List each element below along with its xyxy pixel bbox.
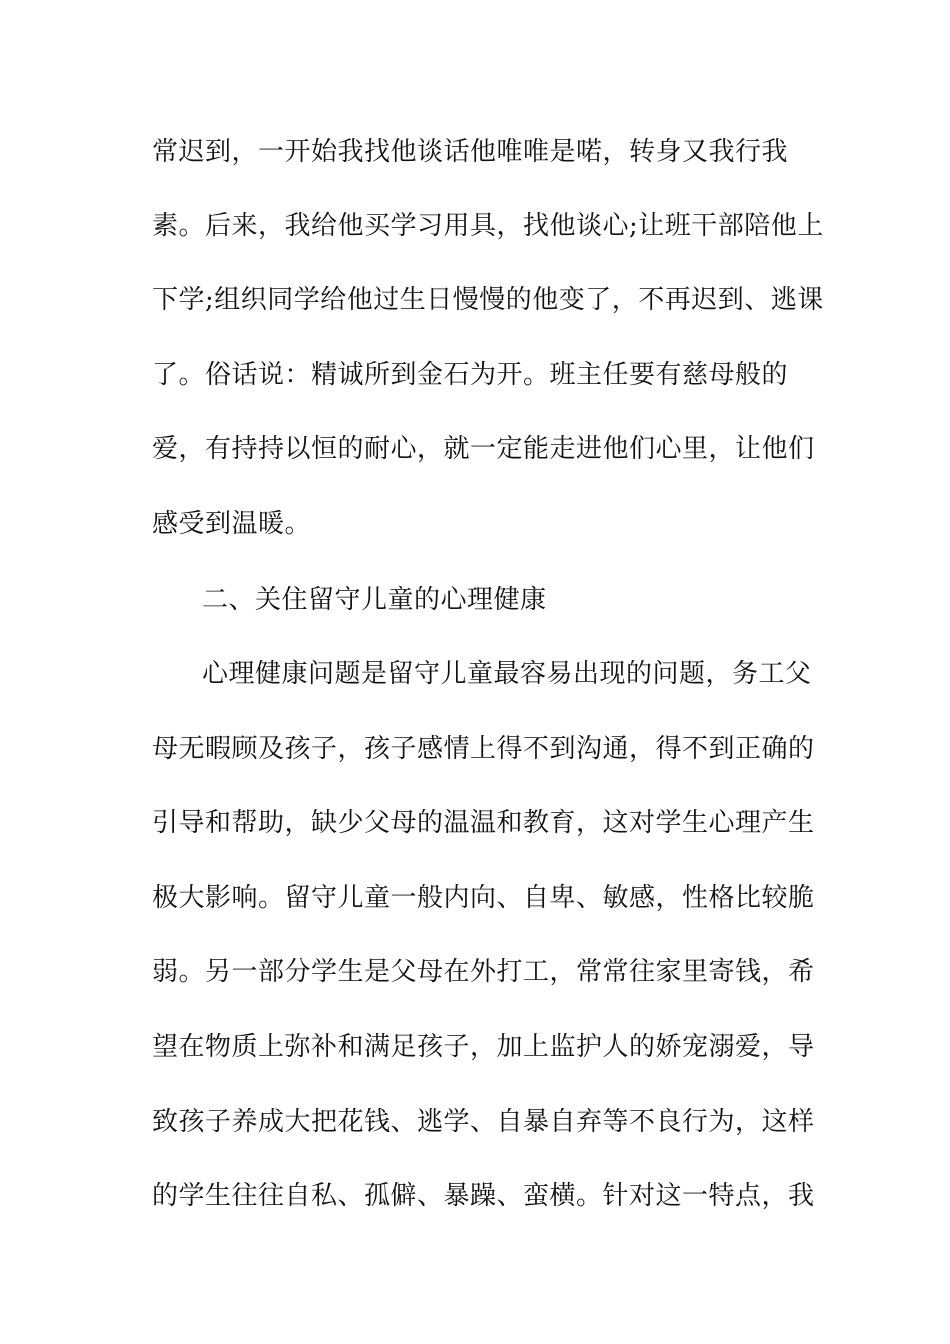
paragraph-line: 极大影响。留守儿童一般内向、自卑、敏感，性格比较脆 (152, 883, 815, 913)
paragraph-line: 常迟到，一开始我找他谈话他唯唯是喏，转身又我行我 (152, 137, 789, 167)
paragraph-line: 感受到温暖。 (152, 509, 312, 539)
paragraph-line: 下学;组织同学给他过生日慢慢的他变了，不再迟到、逃课 (152, 285, 824, 315)
paragraph-line: 心理健康问题是留守儿童最容易出现的问题，务工父 (202, 659, 812, 689)
section-heading: 二、关住留守儿童的心理健康 (202, 585, 547, 615)
paragraph-line: 的学生往往自私、孤僻、暴躁、蛮横。针对这一特点，我 (152, 1181, 815, 1211)
paragraph-line: 引导和帮助，缺少父母的温温和教育，这对学生心理产生 (152, 808, 815, 838)
paragraph-line: 了。俗话说：精诚所到金石为开。班主任要有慈母般的 (152, 360, 789, 390)
paragraph-line: 致孩子养成大把花钱、逃学、自暴自弃等不良行为，这样 (152, 1107, 815, 1137)
paragraph-line: 望在物质上弥补和满足孩子，加上监护人的娇宠溺爱，导 (152, 1032, 815, 1062)
paragraph-line: 弱。另一部分学生是父母在外打工，常常往家里寄钱，希 (152, 957, 815, 987)
paragraph-line: 素。后来，我给他买学习用具，找他谈心;让班干部陪他上 (152, 211, 824, 241)
paragraph-line: 母无暇顾及孩子，孩子感情上得不到沟通，得不到正确的 (152, 734, 815, 764)
paragraph-line: 爱，有持持以恒的耐心，就一定能走进他们心里，让他们 (152, 434, 815, 464)
